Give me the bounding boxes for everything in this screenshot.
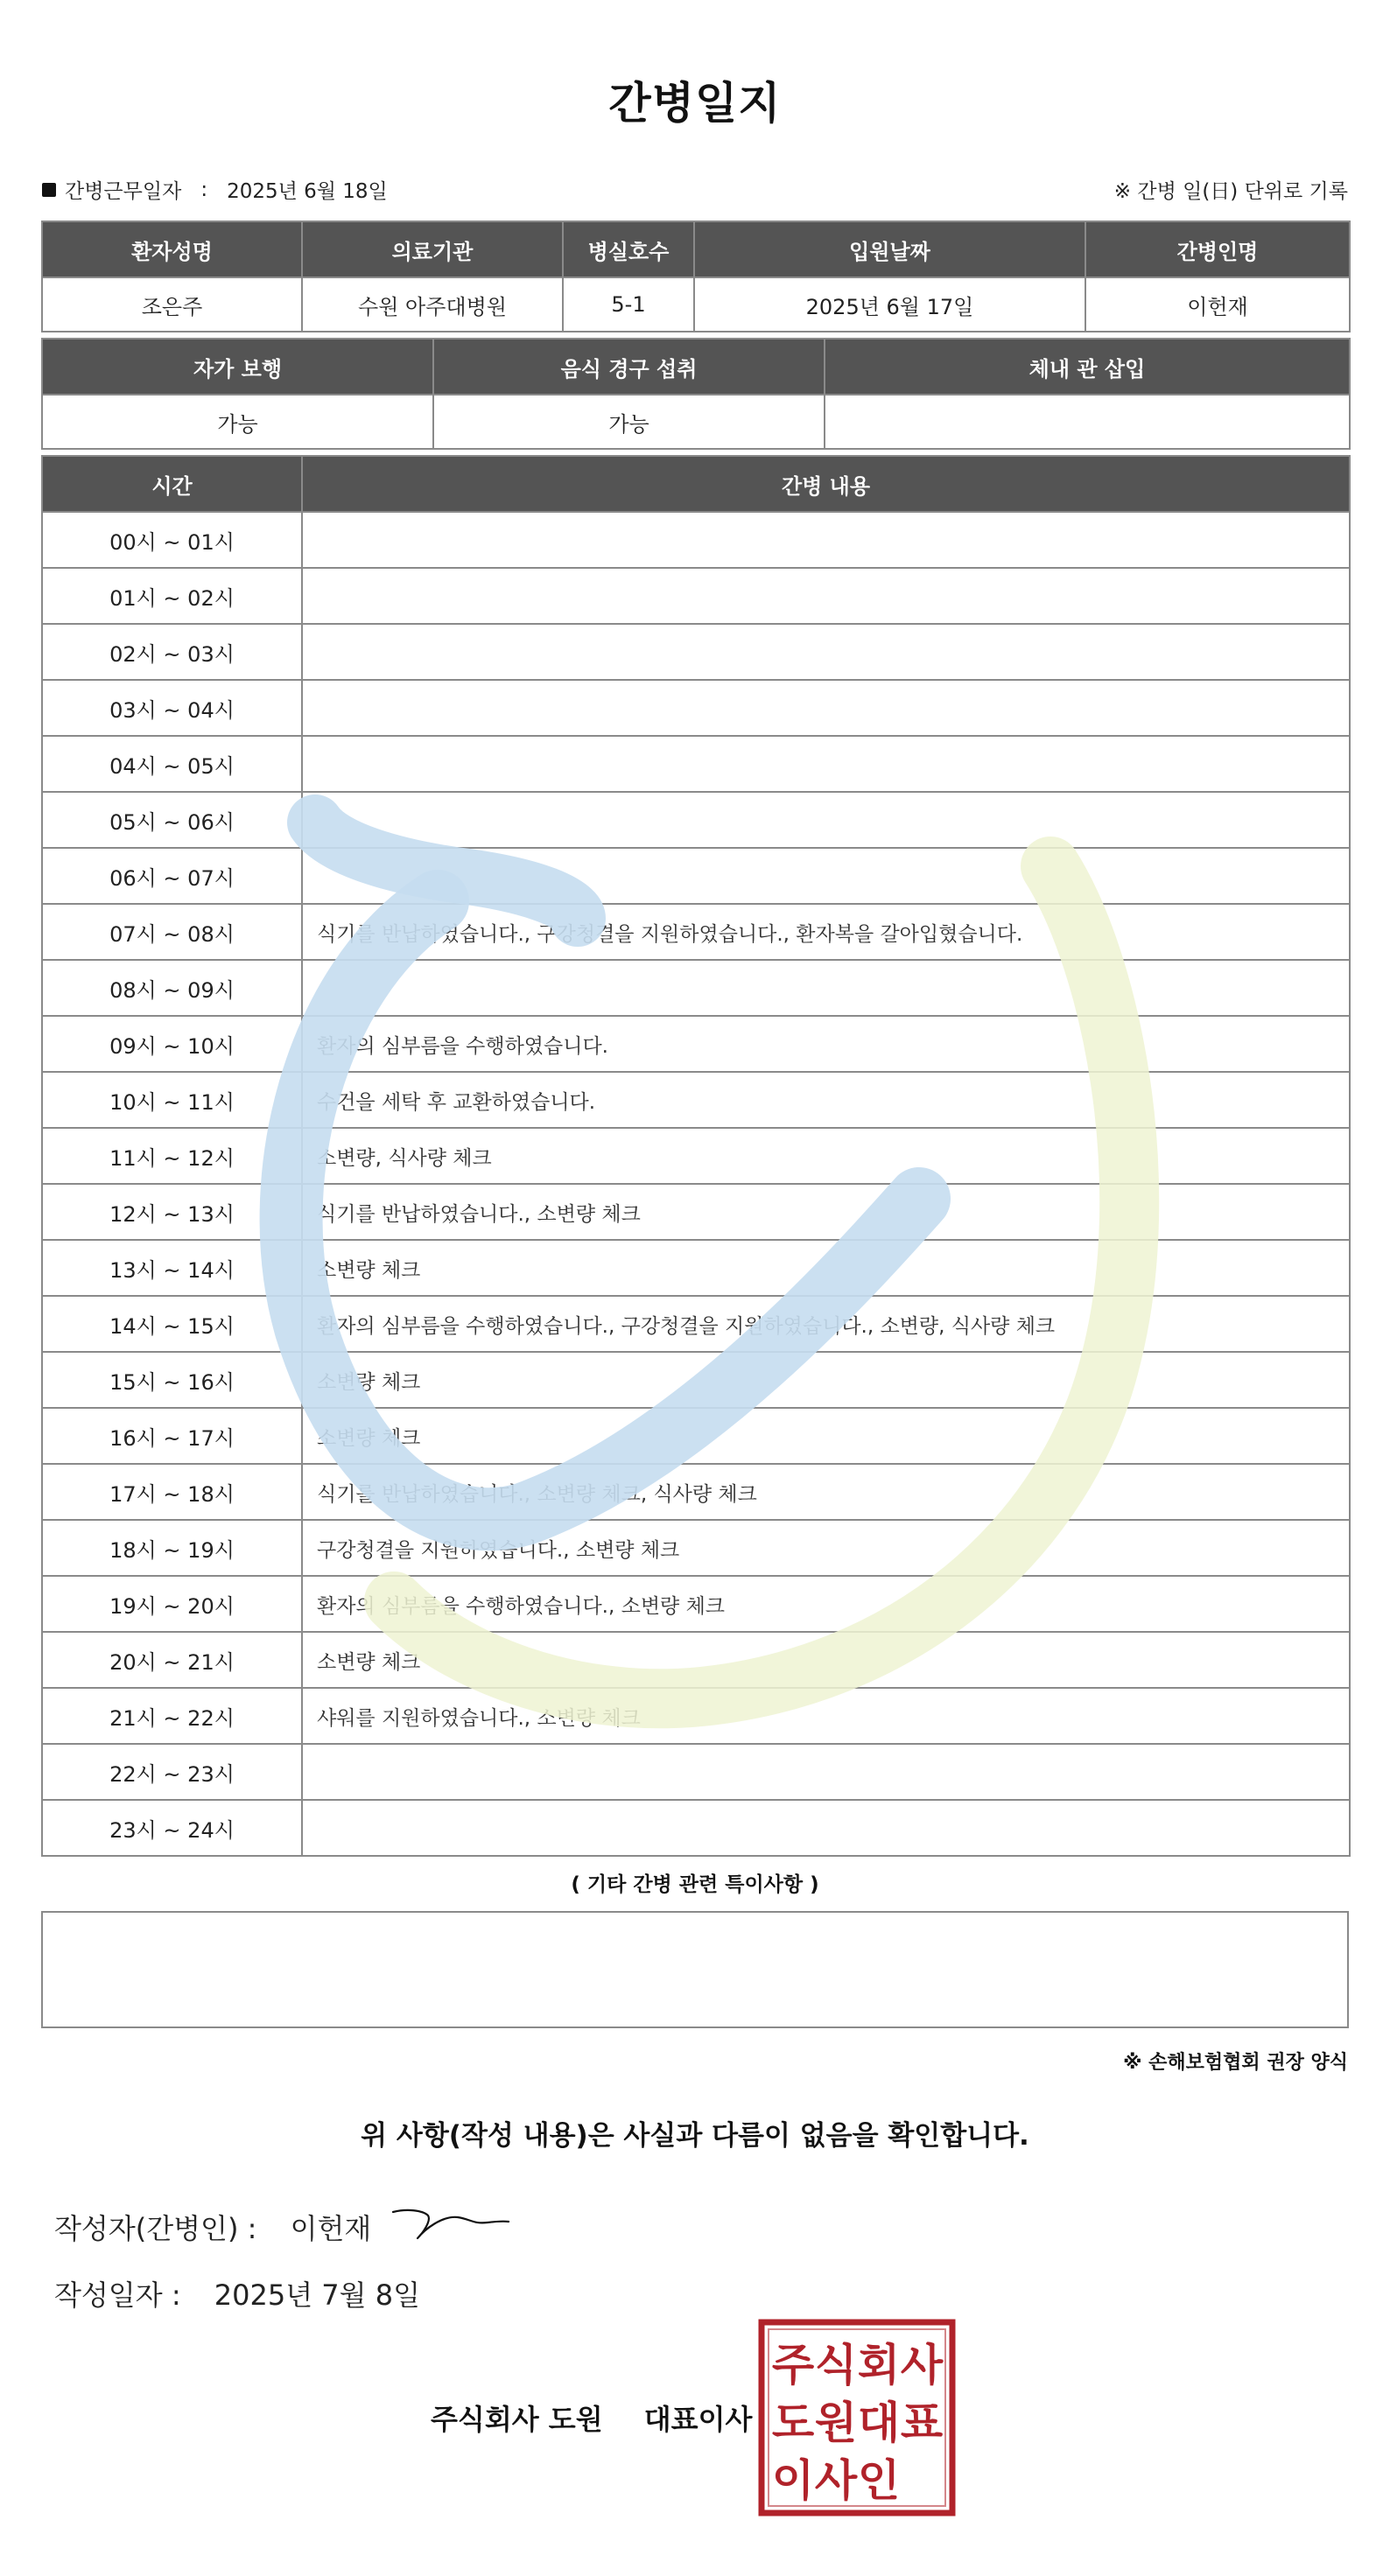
care-log-content: 환자의 심부름을 수행하였습니다., 소변량 체크: [302, 1576, 1350, 1632]
care-log-time: 20시 ~ 21시: [42, 1632, 302, 1688]
care-log-time: 07시 ~ 08시: [42, 904, 302, 960]
care-log-time: 11시 ~ 12시: [42, 1128, 302, 1184]
care-log-content: 환자의 심부름을 수행하였습니다.: [302, 1016, 1350, 1072]
header-room-number: 병실호수: [563, 221, 694, 277]
care-log-content: [302, 736, 1350, 792]
seal-character: 식: [814, 2340, 858, 2390]
seal-character: 사: [814, 2455, 858, 2506]
document-title: 간병일지: [608, 78, 782, 129]
care-log-row: [42, 1744, 1350, 1800]
header-oral-intake: 음식 경구 섭취: [433, 339, 825, 395]
care-log-content: 샤워를 지원하였습니다., 소변량 체크: [302, 1688, 1350, 1744]
care-log-row: [42, 1688, 1350, 1744]
care-log-row: [42, 1296, 1350, 1352]
care-log-row: [42, 848, 1350, 904]
written-date-value: 2025년 7월 8일: [214, 2278, 421, 2312]
confirmation-statement: 위 사항(작성 내용)은 사실과 다름이 없음을 확인합니다.: [361, 2120, 1029, 2152]
header-patient-name: 환자성명: [42, 221, 302, 277]
seal-character: 사: [900, 2340, 944, 2390]
daily-record-note: ※ 간병 일(日) 단위로 기록: [1113, 180, 1348, 203]
care-log-row: [42, 960, 1350, 1016]
header-caregiver-name: 간병인명: [1085, 221, 1350, 277]
hospital-name: 수원 아주대병원: [302, 277, 563, 332]
care-log-time: 18시 ~ 19시: [42, 1520, 302, 1576]
care-log-row: [42, 792, 1350, 848]
care-log-time: 08시 ~ 09시: [42, 960, 302, 1016]
care-log-content: [302, 1744, 1350, 1800]
seal-character: 주: [771, 2340, 815, 2390]
work-date-label: 간병근무일자: [65, 180, 182, 203]
care-log-content: 수건을 세탁 후 교환하였습니다.: [302, 1072, 1350, 1128]
header-care-content: 간병 내용: [302, 456, 1350, 512]
seal-character: 이: [771, 2455, 815, 2506]
seal-character: 회: [857, 2340, 901, 2390]
care-log-row: [42, 1240, 1350, 1296]
care-log-row: [42, 904, 1350, 960]
care-log-content: 식기를 반납하였습니다., 소변량 체크: [302, 1184, 1350, 1240]
care-log-row: [42, 568, 1350, 624]
care-log-time: 14시 ~ 15시: [42, 1296, 302, 1352]
care-log-row: [42, 1128, 1350, 1184]
care-log-time: 02시 ~ 03시: [42, 624, 302, 680]
work-date-value: 2025년 6월 18일: [227, 180, 388, 203]
work-date-separator: :: [200, 178, 208, 201]
care-log-content: 소변량 체크: [302, 1632, 1350, 1688]
writer-label: 작성자(간병인) :: [54, 2212, 257, 2245]
care-log-time: 06시 ~ 07시: [42, 848, 302, 904]
form-footnote: ※ 손해보험협회 권장 양식: [1123, 2052, 1348, 2074]
room-number: 5-1: [563, 277, 694, 332]
header-admission-date: 입원날짜: [694, 221, 1085, 277]
seal-character: 인: [857, 2455, 901, 2506]
header-tube-insertion: 체내 관 삽입: [825, 339, 1350, 395]
care-log-time: 16시 ~ 17시: [42, 1408, 302, 1464]
care-log-row: [42, 512, 1350, 568]
patient-status-value-row: [42, 395, 1350, 449]
care-log-content: 식기를 반납하였습니다., 소변량 체크, 식사량 체크: [302, 1464, 1350, 1520]
care-log-content: 소변량, 식사량 체크: [302, 1128, 1350, 1184]
care-log-row: [42, 1464, 1350, 1520]
care-log-content: [302, 512, 1350, 568]
care-log-content: 소변량 체크: [302, 1352, 1350, 1408]
seal-character: 대: [857, 2398, 901, 2448]
care-log-content: 환자의 심부름을 수행하였습니다., 구강청결을 지원하였습니다., 소변량, 식사량 체크: [302, 1296, 1350, 1352]
header-self-walking: 자가 보행: [42, 339, 433, 395]
header-hospital: 의료기관: [302, 221, 563, 277]
care-log-row: [42, 680, 1350, 736]
care-log-table: [41, 455, 1351, 1857]
care-log-time: 23시 ~ 24시: [42, 1800, 302, 1856]
caregiver-name: 이헌재: [1085, 277, 1350, 332]
admission-date: 2025년 6월 17일: [694, 277, 1085, 332]
care-log-time: 13시 ~ 14시: [42, 1240, 302, 1296]
signature-image: [390, 2203, 512, 2242]
patient-status-header-row: [42, 339, 1350, 395]
patient-info-value-row: [42, 277, 1350, 332]
tube-insertion-value: [825, 395, 1350, 449]
written-date-label: 작성일자 :: [54, 2278, 181, 2312]
company-name: 주식회사 도원: [431, 2403, 603, 2436]
care-log-row: [42, 1072, 1350, 1128]
patient-status-table: [41, 338, 1351, 450]
care-log-content: [302, 680, 1350, 736]
care-log-content: [302, 1800, 1350, 1856]
care-log-header-row: [42, 456, 1350, 512]
care-log-time: 15시 ~ 16시: [42, 1352, 302, 1408]
writer-name: 이헌재: [290, 2212, 372, 2245]
writer-line: [54, 2207, 371, 2247]
care-log-row: [42, 1352, 1350, 1408]
patient-name: 조은주: [42, 277, 302, 332]
care-log-row: [42, 736, 1350, 792]
care-log-content: [302, 848, 1350, 904]
company-representative: 대표이사: [643, 2403, 753, 2436]
company-seal-stamp: [758, 2319, 956, 2516]
care-log-time: 05시 ~ 06시: [42, 792, 302, 848]
care-log-time: 17시 ~ 18시: [42, 1464, 302, 1520]
notes-box: [41, 1911, 1349, 2028]
oral-intake-value: 가능: [433, 395, 825, 449]
care-log-content: 식기를 반납하였습니다., 구강청결을 지원하였습니다., 환자복을 갈아입혔습니다.: [302, 904, 1350, 960]
square-bullet-icon: [42, 183, 56, 197]
notes-title: ( 기타 간병 관련 특이사항 ): [571, 1873, 819, 1896]
care-log-time: 04시 ~ 05시: [42, 736, 302, 792]
care-log-time: 09시 ~ 10시: [42, 1016, 302, 1072]
care-log-content: [302, 792, 1350, 848]
seal-character: 도: [771, 2398, 815, 2448]
care-log-time: 10시 ~ 11시: [42, 1072, 302, 1128]
patient-info-header-row: [42, 221, 1350, 277]
care-log-content: [302, 624, 1350, 680]
meta-row: [42, 175, 1348, 206]
seal-character: 표: [900, 2398, 944, 2448]
care-log-time: 22시 ~ 23시: [42, 1744, 302, 1800]
care-log-row: [42, 1632, 1350, 1688]
care-log-time: 19시 ~ 20시: [42, 1576, 302, 1632]
care-log-row: [42, 1576, 1350, 1632]
care-log-row: [42, 1016, 1350, 1072]
written-date-line: [54, 2273, 420, 2314]
patient-info-table: [41, 220, 1351, 332]
care-log-time: 00시 ~ 01시: [42, 512, 302, 568]
care-log-time: 03시 ~ 04시: [42, 680, 302, 736]
work-date-group: [42, 175, 388, 204]
care-log-content: 소변량 체크: [302, 1240, 1350, 1296]
care-log-time: 01시 ~ 02시: [42, 568, 302, 624]
care-log-content: [302, 960, 1350, 1016]
care-log-content: 구강청결을 지원하였습니다., 소변량 체크: [302, 1520, 1350, 1576]
care-log-time: 21시 ~ 22시: [42, 1688, 302, 1744]
care-log-content: [302, 568, 1350, 624]
care-log-row: [42, 624, 1350, 680]
seal-character: 원: [814, 2398, 858, 2448]
care-log-time: 12시 ~ 13시: [42, 1184, 302, 1240]
care-log-content: 소변량 체크: [302, 1408, 1350, 1464]
care-log-row: [42, 1184, 1350, 1240]
care-log-row: [42, 1520, 1350, 1576]
company-line: [431, 2398, 752, 2438]
self-walking-value: 가능: [42, 395, 433, 449]
care-log-row: [42, 1408, 1350, 1464]
care-log-body: [42, 512, 1350, 1856]
header-time: 시간: [42, 456, 302, 512]
care-log-row: [42, 1800, 1350, 1856]
